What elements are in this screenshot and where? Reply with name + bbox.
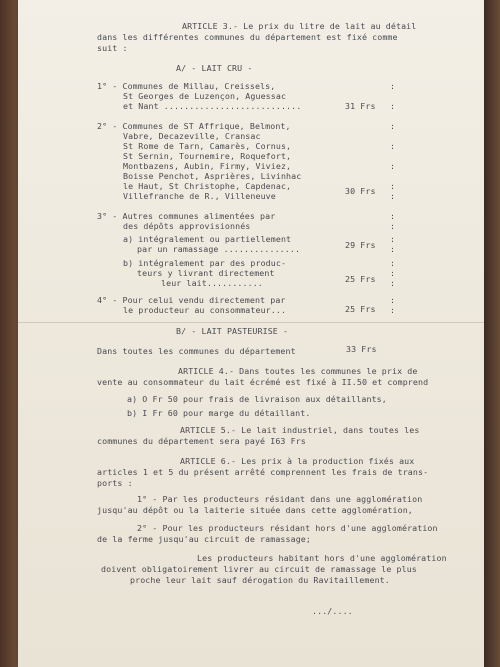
colon-mark: : — [390, 191, 396, 201]
section-a-heading: A/ - LAIT CRU - — [176, 63, 253, 73]
text-line: leur lait........... — [161, 278, 263, 288]
colon-mark: : — [390, 268, 396, 278]
colon-mark: : — [390, 305, 396, 315]
price-value: 33 Frs — [346, 344, 377, 354]
text-line: le Haut, St Christophe, Capdenac, — [123, 181, 292, 191]
text-line: jusqu'au dépôt ou la laiterie située dans cette agglomération, — [97, 505, 413, 515]
text-line: et Nant ........................... — [123, 101, 302, 111]
colon-mark: : — [390, 101, 396, 111]
text-line: doivent obligatoirement livrer au circuit de ramassage le plus — [101, 564, 417, 574]
text-line: 3° - Autres communes alimentées par — [97, 211, 276, 221]
price-value: 29 Frs — [345, 240, 376, 250]
text-line: Montbazens, Aubin, Firmy, Viviez, — [123, 161, 292, 171]
text-line: par un ramassage ............... — [137, 244, 301, 254]
text-line: ports : — [97, 478, 133, 488]
colon-mark: : — [390, 295, 396, 305]
text-line: 2° - Pour les producteurs résidant hors d'une agglomération — [137, 523, 438, 533]
text-line: de la ferme jusqu'au circuit de ramassage; — [97, 534, 311, 544]
colon-mark: : — [390, 258, 396, 268]
text-line: St Georges de Luzençon, Aguessac — [123, 91, 287, 101]
text-line: 1° - Par les producteurs résidant dans une agglomération — [137, 494, 423, 504]
text-line: 1° - Communes de Millau, Creissels, — [97, 81, 276, 91]
colon-mark: : — [390, 278, 396, 288]
text-line: proche leur lait sauf dérogation du Ravitaillement. — [130, 575, 390, 585]
text-line: Villefranche de R., Villeneuve — [123, 191, 276, 201]
text-line: communes du département sera payé I63 Frs — [97, 436, 306, 446]
text-line: vente au consommateur du lait écrémé est fixé à II.50 et comprend — [97, 377, 429, 387]
colon-mark: : — [390, 141, 396, 151]
text-line: 4° - Pour celui vendu directement par — [97, 295, 286, 305]
text-line: dans les différentes communes du département est fixé comme — [97, 32, 398, 42]
colon-mark: : — [390, 221, 396, 231]
price-value: 31 Frs — [345, 101, 376, 111]
price-value: 25 Frs — [345, 304, 376, 314]
colon-mark: : — [390, 81, 396, 91]
text-line: Vabre, Decazeville, Cransac — [123, 131, 261, 141]
price-value: 25 Frs — [345, 274, 376, 284]
continuation-mark: .../.... — [312, 606, 353, 616]
colon-mark: : — [390, 211, 396, 221]
colon-mark: : — [390, 181, 396, 191]
text-line: teurs y livrant directement — [137, 268, 275, 278]
text-line: des dépôts approvisionnés — [123, 221, 251, 231]
colon-mark: : — [390, 161, 396, 171]
text-line: St Rome de Tarn, Camarès, Cornus, — [123, 141, 292, 151]
text-line: suit : — [97, 43, 128, 53]
price-value: 30 Frs — [345, 186, 376, 196]
article-6-heading: ARTICLE 6.- Les prix à la production fixés aux — [180, 456, 415, 466]
text-line: articles 1 et 5 du présent arrêté comprennent les frais de trans- — [97, 467, 429, 477]
article-4-heading: ARTICLE 4.- Dans toutes les communes le prix de — [178, 366, 418, 376]
article-5-heading: ARTICLE 5.- Le lait industriel, dans toutes les — [180, 425, 420, 435]
colon-mark: : — [390, 234, 396, 244]
text-line: le producteur au consommateur... — [123, 305, 287, 315]
text-line: b) intégralement par des produc- — [123, 258, 287, 268]
page-edge — [484, 0, 500, 667]
colon-mark: : — [390, 121, 396, 131]
article-3-heading: ARTICLE 3.- Le prix du litre de lait au détail — [182, 21, 417, 31]
text-line: Boisse Penchot, Asprières, Livinhac — [123, 171, 302, 181]
text-line: Les producteurs habitant hors d'une agglomération — [197, 553, 447, 563]
text-line: St Sernin, Tournemire, Roquefort, — [123, 151, 292, 161]
page-fold — [18, 322, 484, 323]
text-line: Dans toutes les communes du département — [97, 346, 296, 356]
section-b-heading: B/ - LAIT PASTEURISE - — [176, 326, 289, 336]
colon-mark: : — [390, 244, 396, 254]
text-line: b) I Fr 60 pour marge du détaillant. — [127, 408, 311, 418]
text-line: a) intégralement ou partiellement — [123, 234, 292, 244]
text-line: 2° - Communes de ST Affrique, Belmont, — [97, 121, 291, 131]
text-line: a) O Fr 50 pour frais de livraison aux détaillants, — [127, 394, 387, 404]
